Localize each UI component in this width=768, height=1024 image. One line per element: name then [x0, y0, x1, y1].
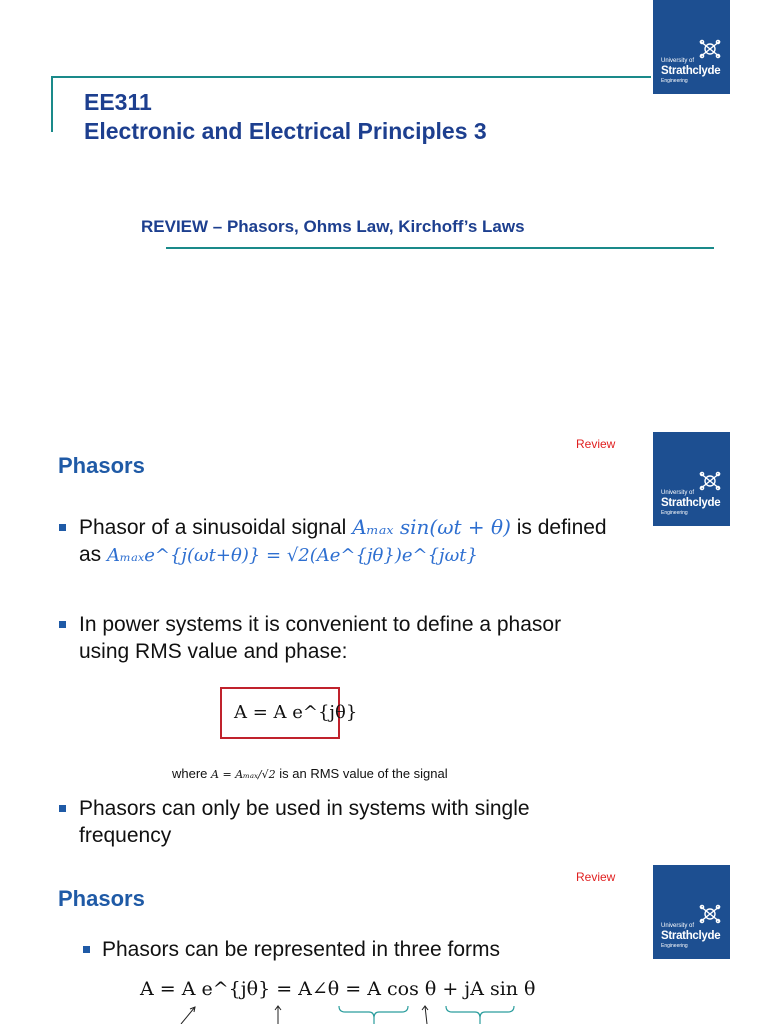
slide-title: Phasors	[58, 453, 145, 478]
rms-note	[172, 766, 448, 781]
crest-icon	[697, 470, 723, 492]
logo-line-3: Engineering	[661, 510, 688, 516]
arrow-icon	[422, 1006, 428, 1024]
course-code: EE311	[84, 89, 152, 115]
phasor-rms-formula: A = A e^{jθ}	[234, 702, 358, 723]
phasor-expansion-formula: Aₘₐₓe^{j(ωt+θ)} = √2(Ae^{jθ})e^{jωt}	[107, 545, 478, 566]
formula-annotations	[0, 864, 768, 1024]
bullet-marker	[59, 621, 66, 628]
bullet-marker	[59, 524, 66, 531]
boxed-formula	[220, 687, 358, 739]
phasors-slide-1	[0, 432, 768, 856]
bullet-single-frequency	[79, 795, 649, 849]
bullet-marker	[59, 805, 66, 812]
bullet-rms-definition	[79, 611, 649, 665]
arrow-icon	[181, 1007, 195, 1024]
bullet-text: Phasors can only be used in systems with single	[79, 797, 530, 820]
bullet-text: is defined	[516, 516, 607, 539]
bullet-phasor-definition	[79, 514, 659, 569]
bullet-text: In power systems it is convenient to define a phasor	[79, 613, 562, 636]
university-logo	[653, 0, 730, 94]
bullet-text: as	[79, 543, 102, 566]
slide-title: Phasors	[58, 886, 145, 911]
logo-line-3: Engineering	[661, 78, 688, 84]
logo-line-1: University of	[661, 490, 695, 496]
bullet-three-forms: Phasors can be represented in three forms	[102, 938, 501, 961]
slide-subtitle: REVIEW – Phasors, Ohms Law, Kirchoff’s Laws	[141, 217, 525, 236]
rms-formula: A = Aₘₐₓ/√2	[211, 768, 276, 781]
crest-icon	[697, 38, 723, 60]
logo-line-2: Strathclyde	[661, 930, 721, 942]
bracket-icon	[446, 1006, 514, 1018]
arrow-icon	[275, 1006, 281, 1024]
logo-line-3: Engineering	[661, 943, 688, 949]
bullet-text: Phasor of a sinusoidal signal	[79, 516, 347, 539]
sinusoid-formula: Aₘₐₓ sin(ωt + θ)	[352, 515, 511, 539]
accent-line-top	[51, 76, 651, 78]
logo-line-2: Strathclyde	[661, 497, 721, 509]
note-text: is an RMS value of the signal	[279, 766, 448, 781]
phasors-slide-2	[0, 864, 768, 1024]
bullet-text: frequency	[79, 824, 172, 847]
university-logo	[653, 432, 730, 526]
course-title: Electronic and Electrical Principles 3	[84, 118, 487, 144]
bracket-icon	[339, 1006, 408, 1018]
logo-line-2: Strathclyde	[661, 65, 721, 77]
accent-line-subtitle	[166, 247, 714, 249]
title-slide	[0, 0, 768, 400]
review-label: Review	[576, 437, 616, 451]
logo-line-1: University of	[661, 58, 695, 64]
review-label: Review	[576, 870, 616, 884]
phasor-forms-formula: A = A e^{jθ} = A∠θ = A cos θ + jA sin θ	[140, 978, 536, 1000]
accent-line-vertical	[51, 76, 53, 132]
note-text: where	[172, 766, 208, 781]
bullet-text: using RMS value and phase:	[79, 640, 348, 663]
logo-line-1: University of	[661, 923, 695, 929]
